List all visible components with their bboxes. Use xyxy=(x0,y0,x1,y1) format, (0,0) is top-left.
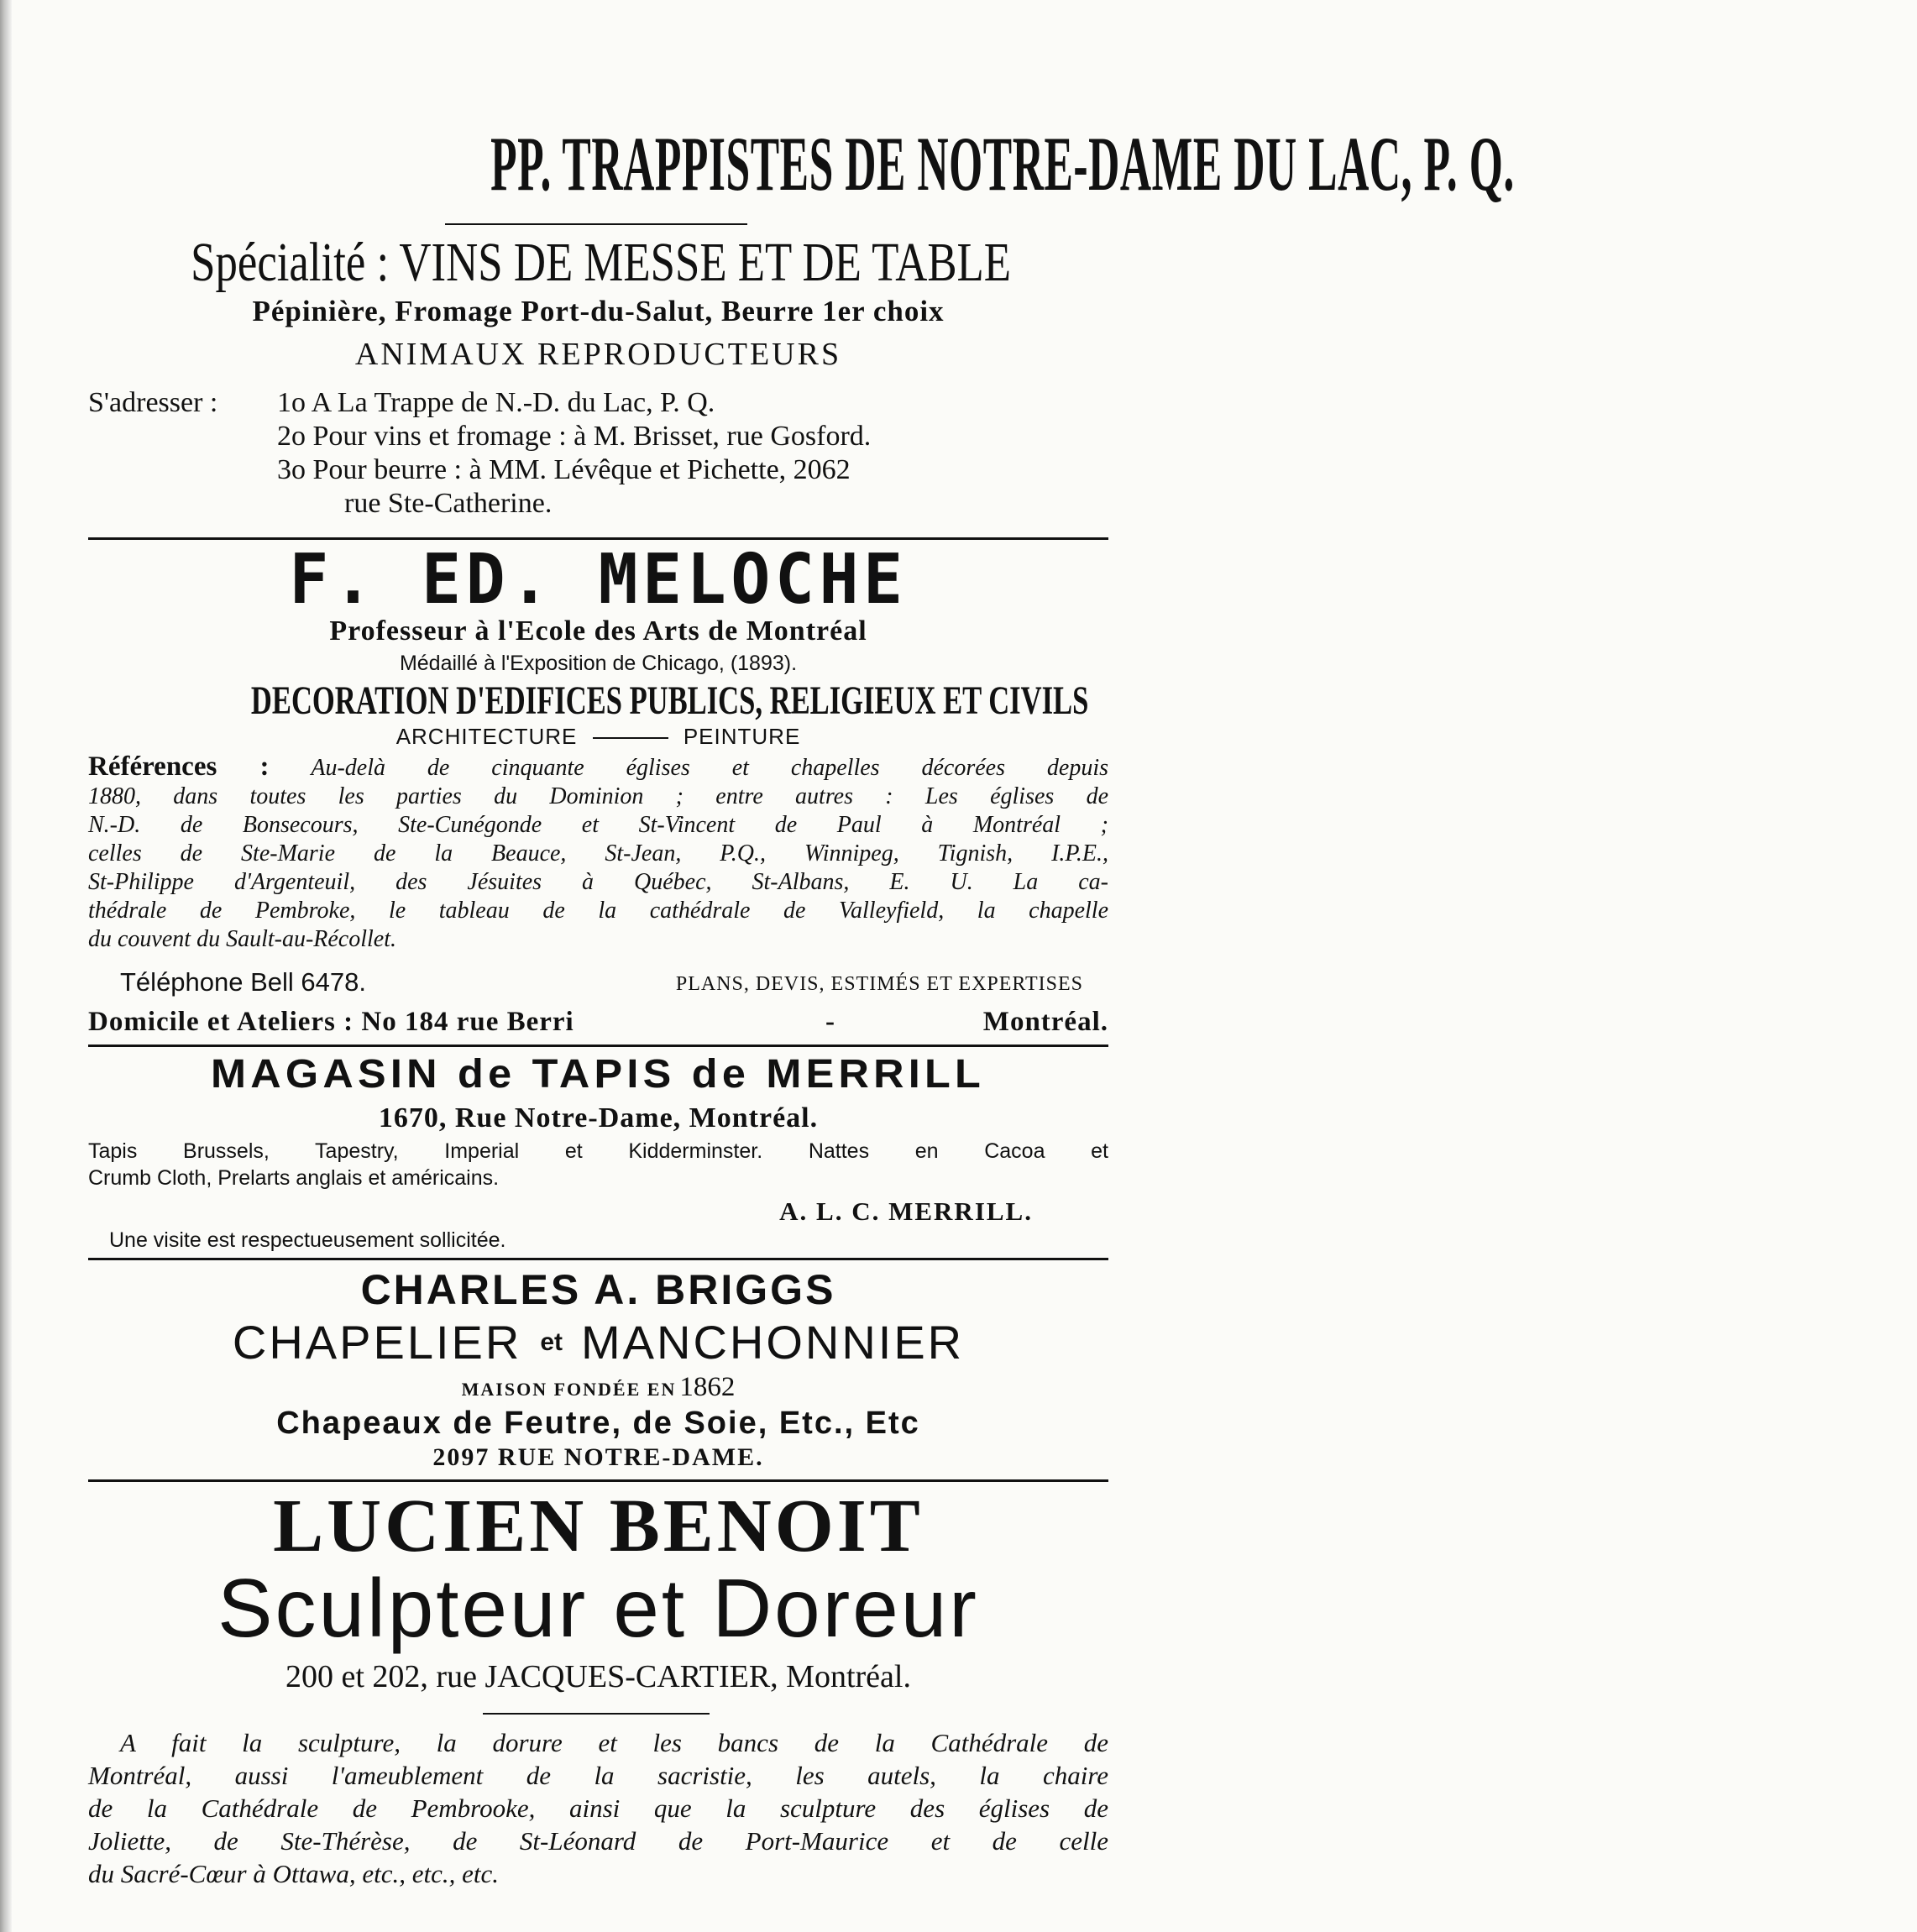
trappistes-specialite-wrap xyxy=(88,233,1108,292)
references-line: N.-D. de Bonsecours, Ste-Cunégonde et St-Vincent de Paul à Montréal ; xyxy=(88,812,1108,838)
meloche-name-wrap xyxy=(88,540,1108,620)
trappistes-specialite: Spécialité : VINS DE MESSE ET DE TABLE xyxy=(191,232,1012,293)
benoit-trade-wrap xyxy=(88,1562,1108,1654)
peinture-label: PEINTURE xyxy=(683,724,801,749)
references-line: St-Philippe d'Argenteuil, des Jésuites à Québec, St-Albans, E. U. La ca- xyxy=(88,869,1108,895)
merrill-signature-row xyxy=(88,1196,1108,1228)
address-line: rue Ste-Catherine. xyxy=(344,488,553,519)
address-line: 2o Pour vins et fromage : à M. Brisset, rue Gosford. xyxy=(277,421,872,452)
meloche-medaille-wrap xyxy=(88,649,1108,678)
adresser-label: S'adresser : xyxy=(88,387,218,418)
short-rule xyxy=(445,223,747,225)
references-line: du couvent du Sault-au-Récollet. xyxy=(88,926,396,952)
meloche-name: F. ED. MELOCHE xyxy=(289,540,908,620)
briggs-address-wrap xyxy=(88,1442,1108,1473)
section-rule xyxy=(88,1045,1108,1047)
references-label: Références : xyxy=(88,751,270,782)
section-rule xyxy=(88,1258,1108,1260)
meloche-decoration-wrap xyxy=(88,680,1108,722)
briggs-name-wrap xyxy=(88,1264,1108,1315)
merrill-visite-row xyxy=(88,1226,1108,1254)
briggs-name: CHARLES A. BRIGGS xyxy=(360,1266,836,1313)
briggs-chapeaux-wrap xyxy=(88,1404,1108,1442)
meloche-domicile: Domicile et Ateliers : No 184 rue Berri xyxy=(88,1007,574,1037)
meloche-arts xyxy=(88,724,1108,749)
section-rule xyxy=(88,1479,1108,1482)
trappistes-addresses xyxy=(88,386,1108,529)
briggs-fondee-row xyxy=(88,1372,1108,1402)
dash-rule xyxy=(593,737,668,739)
briggs-trade-et: et xyxy=(540,1328,563,1356)
meloche-ville: Montréal. xyxy=(982,1007,1108,1037)
briggs-fondee-year: 1862 xyxy=(679,1372,736,1402)
page-edge-shadow xyxy=(0,0,12,1932)
architecture-label: ARCHITECTURE xyxy=(395,724,578,749)
meloche-references xyxy=(88,752,1108,954)
trappistes-animaux-wrap xyxy=(88,336,1108,373)
meloche-professeur-wrap xyxy=(88,615,1108,648)
merrill-title-wrap xyxy=(88,1050,1108,1100)
benoit-line: de la Cathédrale de Pembrooke, ainsi que la sculpture des églises de xyxy=(88,1793,1108,1823)
meloche-telephone-row xyxy=(88,966,1108,999)
benoit-address: 200 et 202, rue JACQUES-CARTIER, Montréal. xyxy=(285,1659,911,1694)
address-line: 3o Pour beurre : à MM. Lévêque et Pichette, 2062 xyxy=(277,454,851,485)
briggs-address: 2097 RUE NOTRE-DAME. xyxy=(432,1443,764,1471)
benoit-line: A fait la sculpture, la dorure et les bancs de la Cathédrale de xyxy=(120,1728,1108,1757)
meloche-telephone: Téléphone Bell 6478. xyxy=(120,967,367,997)
briggs-fondee-label: MAISON FONDÉE EN xyxy=(461,1379,677,1400)
references-line: thédrale de Pembroke, le tableau de la cathédrale de Valleyfield, la chapelle xyxy=(88,898,1108,924)
benoit-name-wrap xyxy=(88,1486,1108,1567)
short-rule xyxy=(483,1713,710,1715)
address-line: 1o A La Trappe de N.-D. du Lac, P. Q. xyxy=(277,387,715,418)
merrill-description xyxy=(88,1138,1108,1196)
merrill-visite: Une visite est respectueusement sollicitée. xyxy=(109,1228,506,1252)
meloche-dash: - xyxy=(825,1007,835,1037)
merrill-address: 1670, Rue Notre-Dame, Montréal. xyxy=(378,1102,819,1134)
benoit-trade: Sculpteur et Doreur xyxy=(217,1562,979,1654)
merrill-address-wrap xyxy=(88,1102,1108,1135)
benoit-line: Joliette, de Ste-Thérèse, de St-Léonard de Port-Maurice et de celle xyxy=(88,1826,1108,1856)
references-line: 1880, dans toutes les parties du Dominion ; entre autres : Les églises de xyxy=(88,783,1108,809)
trappistes-animaux: ANIMAUX REPRODUCTEURS xyxy=(354,337,842,372)
meloche-professeur: Professeur à l'Ecole des Arts de Montréal xyxy=(329,615,867,647)
meloche-medaille: Médaillé à l'Exposition de Chicago, (1893). xyxy=(399,652,798,675)
trappistes-title: PP. TRAPPISTES DE NOTRE-DAME DU LAC, P. Q. xyxy=(490,121,1515,207)
briggs-trade-b: MANCHONNIER xyxy=(581,1316,965,1369)
merrill-line: Crumb Cloth, Prelarts anglais et américains. xyxy=(88,1166,500,1190)
meloche-domicile-row xyxy=(88,1004,1108,1039)
briggs-chapeaux: Chapeaux de Feutre, de Soie, Etc., Etc xyxy=(276,1406,920,1441)
meloche-plans: PLANS, DEVIS, ESTIMÉS ET EXPERTISES xyxy=(675,973,1083,995)
briggs-trade-row xyxy=(88,1315,1108,1370)
meloche-decoration: DECORATION D'EDIFICES PUBLICS, RELIGIEUX ET CIVILS xyxy=(250,678,1089,723)
benoit-line: du Sacré-Cœur à Ottawa, etc., etc., etc. xyxy=(88,1859,500,1888)
benoit-line: Montréal, aussi l'ameublement de la sacristie, les autels, la chaire xyxy=(88,1761,1108,1790)
briggs-trade-a: CHAPELIER xyxy=(232,1316,522,1369)
benoit-name: LUCIEN BENOIT xyxy=(273,1484,924,1568)
trappistes-produits: Pépinière, Fromage Port-du-Salut, Beurre 1er choix xyxy=(252,295,945,327)
benoit-description xyxy=(88,1726,1108,1894)
references-line: celles de Ste-Marie de la Beauce, St-Jean, P.Q., Winnipeg, Tignish, I.P.E., xyxy=(88,840,1108,867)
merrill-signature: A. L. C. MERRILL. xyxy=(779,1196,1033,1226)
trappistes-produits-wrap xyxy=(88,294,1108,329)
merrill-line: Tapis Brussels, Tapestry, Imperial et Kidderminster. Nattes en Cacoa et xyxy=(88,1139,1108,1163)
references-line: Au-delà de cinquante églises et chapelles décorées depuis xyxy=(311,755,1108,781)
trappistes-title-wrap xyxy=(88,121,1515,207)
references-first-line xyxy=(88,752,1108,783)
merrill-title: MAGASIN de TAPIS de MERRILL xyxy=(211,1052,986,1097)
benoit-address-wrap xyxy=(88,1656,1108,1698)
